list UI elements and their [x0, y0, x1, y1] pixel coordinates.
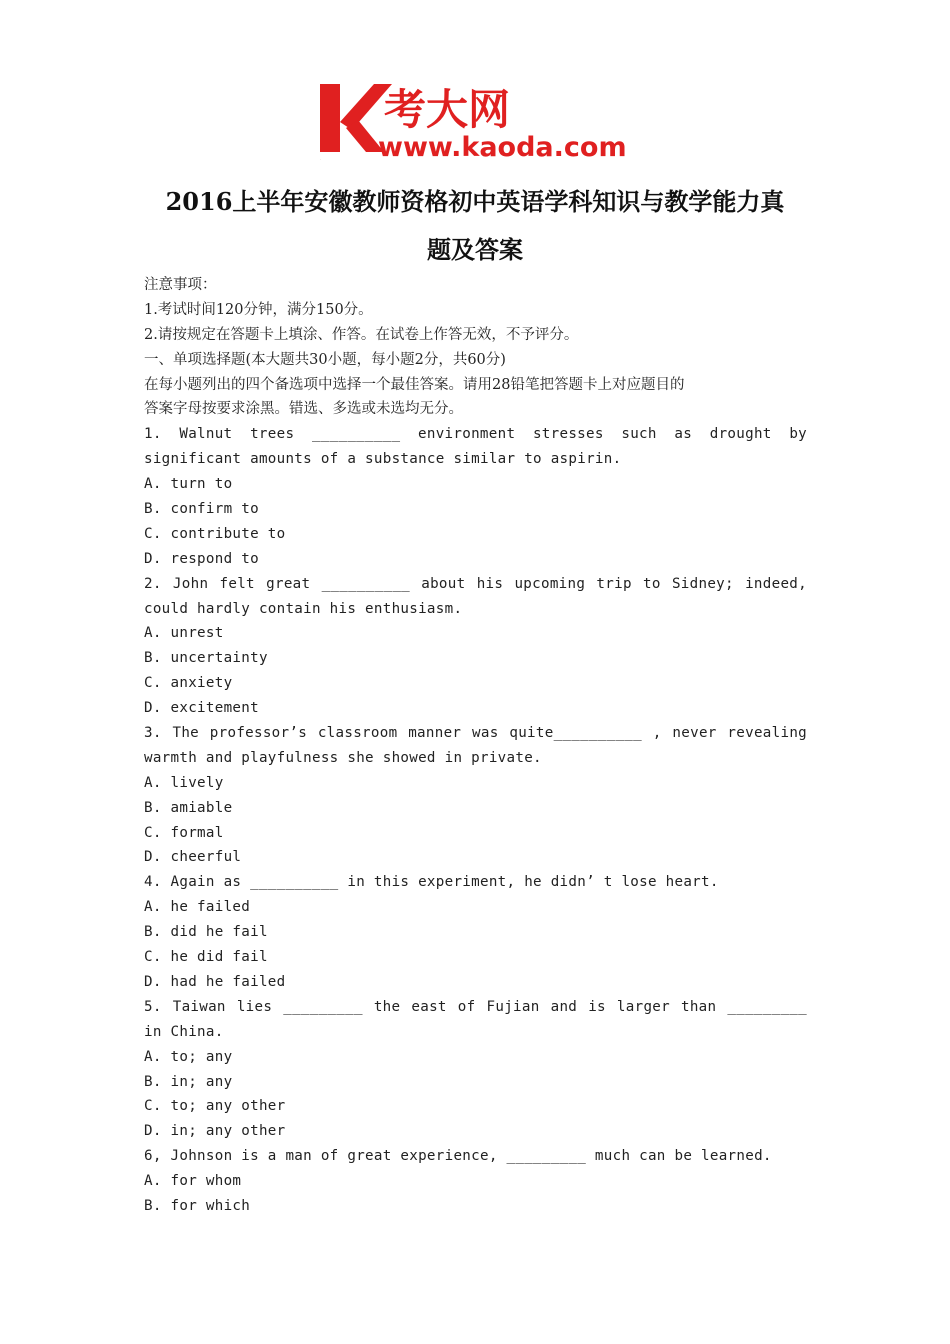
question-stem: significant amounts of a substance similar to aspirin.	[144, 451, 622, 468]
notes-heading: 注意事项：	[144, 277, 217, 293]
note-item: 2.请按规定在答题卡上填涂、作答。在试卷上作答无效，不予评分。	[144, 326, 579, 343]
option: A. lively	[144, 774, 224, 791]
option: C. to; any other	[144, 1098, 286, 1115]
section-instruction: 答案字母按要求涂黑。错选、多选或未选均无分。	[144, 401, 463, 418]
option: B. confirm to	[144, 501, 259, 518]
option: B. for which	[144, 1197, 251, 1214]
option: A. turn to	[144, 476, 233, 493]
option: B. uncertainty	[144, 650, 268, 667]
option: C. formal	[144, 824, 224, 841]
option: A. unrest	[144, 625, 224, 642]
question-stem: in China.	[144, 1023, 224, 1040]
option: D. respond to	[144, 550, 259, 567]
option: B. amiable	[144, 799, 233, 816]
question-stem: 6, Johnson is a man of great experience, _________ much can be learned.	[144, 1148, 772, 1165]
question-stem: 3. The professor’s classroom manner was quite__________ , never revealing	[144, 725, 807, 742]
question-stem: 2. John felt great __________ about his upcoming trip to Sidney; indeed,	[144, 575, 807, 592]
brand-cn: 考大网	[384, 85, 511, 134]
section-instruction: 在每小题列出的四个备选项中选择一个最佳答案。请用28铅笔把答题卡上对应题目的	[144, 376, 685, 393]
question-stem: warmth and playfulness she showed in private.	[144, 749, 542, 766]
option: A. to; any	[144, 1048, 233, 1065]
option: A. for whom	[144, 1173, 242, 1190]
option: B. did he fail	[144, 924, 268, 941]
question-stem: 5. Taiwan lies _________ the east of Fujian and is larger than _________	[144, 998, 807, 1015]
option: D. in; any other	[144, 1123, 286, 1140]
document-title-line-1: 2016上半年安徽教师资格初中英语学科知识与教学能力真	[165, 187, 785, 216]
brand-url: www.kaoda.com	[378, 132, 627, 162]
option: D. had he failed	[144, 973, 286, 990]
question-stem: 4. Again as __________ in this experiment, he didn’ t lose heart.	[144, 874, 719, 891]
option: D. cheerful	[144, 849, 242, 866]
document-body	[144, 273, 807, 1219]
brand-mark: K	[320, 160, 321, 161]
kaoda-logo	[318, 78, 638, 162]
question-stem: 1. Walnut trees __________ environment stresses such as drought by	[144, 426, 807, 443]
note-item: 1.考试时间120分钟，满分150分。	[144, 301, 373, 318]
document-title-line-2: 题及答案	[427, 235, 523, 264]
section-title: 一、单项选择题(本大题共30小题，每小题2分，共60分)	[144, 351, 506, 368]
option: B. in; any	[144, 1073, 233, 1090]
option: C. anxiety	[144, 675, 233, 692]
option: A. he failed	[144, 899, 251, 916]
question-stem: could hardly contain his enthusiasm.	[144, 600, 463, 617]
logo-graphic	[318, 78, 638, 162]
option: C. he did fail	[144, 949, 268, 966]
option: D. excitement	[144, 700, 259, 717]
option: C. contribute to	[144, 525, 286, 542]
